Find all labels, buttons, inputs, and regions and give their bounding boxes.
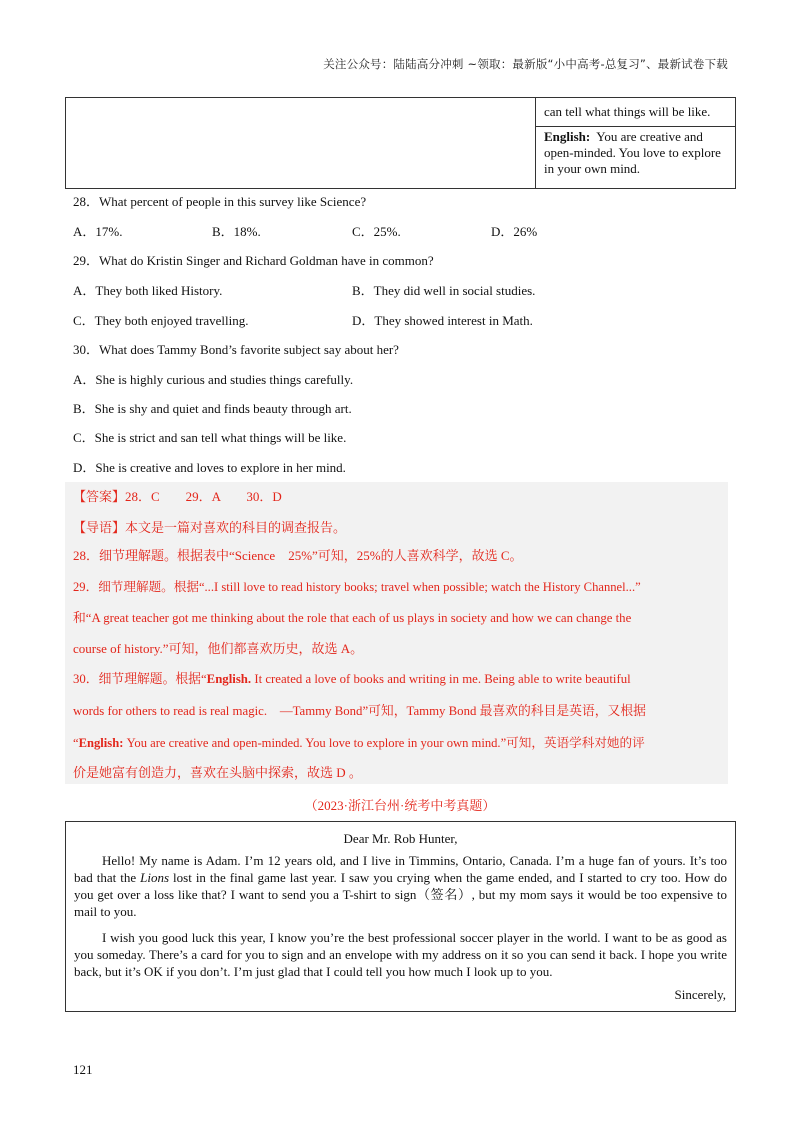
- q30-option-d: D．She is creative and loves to explore in her mind.: [73, 460, 346, 475]
- q30-option-a: A．She is highly curious and studies things carefully.: [73, 372, 354, 387]
- q28-option-d: D．26%: [491, 224, 538, 239]
- question-28-stem: 28．What percent of people in this survey like Science?: [73, 194, 367, 209]
- table-cell-english: [544, 129, 729, 177]
- explanation-30-quote-2: You are creative and open-minded. You love to explore in your own mind.”可知，英语学科对她的评: [126, 736, 645, 750]
- explanation-30-bold-english: English.: [206, 672, 252, 686]
- q29-option-b: B．They did well in social studies.: [352, 283, 536, 298]
- letter-p1-part-b: lost in the final game last year. I saw you crying when the game ended, and I started to cry too. How do you get over a loss like that? I want to send you a T-shirt to sign（签名）, but my mom says it would be too expensive to mail to you.: [74, 870, 727, 919]
- letter-paragraph-2: I wish you good luck this year, I know you’re the best professional soccer player in the world. I want to be as good as you someday. There’s a card for you to sign and an envelope with my address on it so you can send it back. I hope you write back, but it’s OK if you don’t. I’m just glad that I could tell you how much I look up to you.: [74, 930, 727, 979]
- q28-option-c: C．25%.: [352, 224, 401, 239]
- page-header: 关注公众号：陆陆高分冲刺 ~领取：最新版“小中高考-总复习”、最新试卷下载: [323, 57, 728, 71]
- explanation-30-quote: It created a love of books and writing in me. Being able to write beautiful: [254, 672, 631, 686]
- q28-option-a: A．17%.: [73, 224, 123, 239]
- explanation-29-line-2: 和“A great teacher got me thinking about the role that each of us plays in society and how we can change the: [73, 611, 632, 625]
- letter-greeting: Dear Mr. Rob Hunter,: [343, 831, 458, 846]
- guide-text: 【导语】本文是一篇对喜欢的科目的调查报告。: [73, 520, 347, 535]
- q29-option-a: A．They both liked History.: [73, 283, 223, 298]
- letter-closing: Sincerely,: [674, 987, 726, 1002]
- table-cell-text: can tell what things will be like.: [544, 104, 711, 119]
- explanation-30-line-2: words for others to read is real magic. —Tammy Bond”可知，Tammy Bond 最喜欢的科目是英语，又根据: [73, 704, 646, 718]
- q30-option-c: C．She is strict and san tell what things will be like.: [73, 430, 347, 445]
- q29-option-d: D．They showed interest in Math.: [352, 313, 533, 328]
- explanation-30-open-quote: “: [73, 736, 79, 750]
- explanation-29-line-1: 29．细节理解题。根据“...I still love to read history books; travel when possible; watch the History Channel...”: [73, 580, 641, 594]
- explanation-29-line-3: course of history.”可知，他们都喜欢历史，故选 A。: [73, 641, 364, 656]
- letter-paragraph-1: [74, 852, 727, 920]
- letter-box: [65, 821, 736, 1012]
- explanation-30-line-4: 价是她富有创造力，喜欢在头脑中探索，故选 D 。: [73, 765, 362, 780]
- explanation-30-bold-english-label: English:: [78, 736, 124, 750]
- page-number: 121: [73, 1062, 93, 1077]
- english-description: You are creative and open-minded. You love to explore in your own mind.: [544, 129, 721, 176]
- source-label: （2023·浙江台州·统考中考真题）: [304, 798, 496, 813]
- explanation-30-prefix: 30．细节理解题。根据“: [73, 672, 207, 686]
- english-label: English:: [544, 129, 591, 144]
- table-column-divider: [535, 98, 536, 188]
- letter-team-name: Lions: [140, 870, 170, 885]
- letter-p1-part-a: Hello! My name is Adam. I’m 12 years old, and I live in Timmins, Ontario, Canada. I’m a huge fan of yours. It’s too bad that the: [74, 853, 727, 885]
- q28-option-b: B．18%.: [212, 224, 261, 239]
- table-fragment: [65, 97, 736, 189]
- explanation-28: 28．细节理解题。根据表中“Science 25%”可知，25%的人喜欢科学，故选 C。: [73, 548, 523, 563]
- question-29-stem: 29．What do Kristin Singer and Richard Goldman have in common?: [73, 253, 434, 268]
- question-30-stem: 30．What does Tammy Bond’s favorite subject say about her?: [73, 342, 399, 357]
- q29-option-c: C．They both enjoyed travelling.: [73, 313, 249, 328]
- table-row-divider: [535, 126, 735, 127]
- answer-key: 【答案】28．C 29．A 30．D: [73, 489, 282, 504]
- q30-option-b: B．She is shy and quiet and finds beauty through art.: [73, 401, 352, 416]
- explanation-30-line-3: [73, 735, 645, 751]
- explanation-30-line-1: [73, 671, 631, 687]
